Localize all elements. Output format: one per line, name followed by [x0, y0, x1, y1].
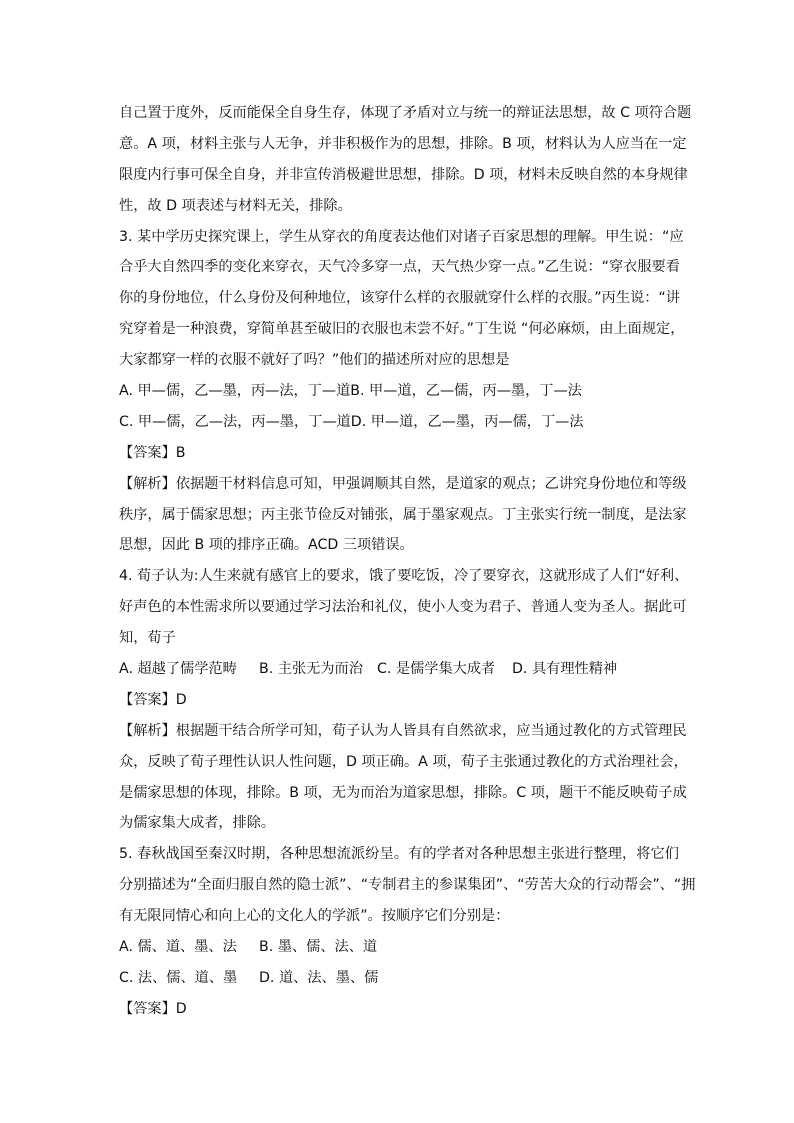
question-stem-line: 有无限同情心和向上心的文化人的学派”。按顺序它们分别是：	[119, 908, 510, 925]
question-stem-line: 好声色的本性需求所以要通过学习法治和礼仪，使小人变为君子、普通人变为圣人。据此可	[119, 599, 687, 616]
option-c: C. 法、儒、道、墨	[119, 969, 238, 986]
analysis-line: 秩序，属于儒家思想；丙主张节俭反对铺张，属于墨家观点。丁主张实行统一制度，是法家	[119, 506, 687, 523]
options-row	[119, 932, 679, 963]
question-5	[119, 839, 696, 1024]
option-d: D. 甲—道，乙—墨，丙—儒，丁—法	[350, 413, 584, 430]
analysis-line: 思想，因此 B 项的排序正确。ACD 三项错误。	[119, 537, 414, 554]
answer: 【答案】D	[119, 691, 187, 708]
analysis-text: 依据题干材料信息可知，甲强调顺其自然，是道家的观点；乙讲究身份地位和等级	[175, 475, 687, 492]
answer: 【答案】B	[119, 444, 186, 461]
options-row	[119, 376, 679, 407]
question-stem-line: 你的身份地位，什么身份及何种地位，该穿什么样的衣服就穿什么样的衣服。”丙生说：“讲	[119, 290, 680, 307]
question-stem-line: 5. 春秋战国至秦汉时期，各种思想流派纷呈。有的学者对各种思想主张进行整理，将它们	[119, 846, 679, 863]
option-d: D. 具有理性精神	[512, 661, 618, 678]
option-c: C. 甲—儒，乙—法，丙—墨，丁—道	[119, 413, 351, 430]
analysis-line: 众，反映了荀子理性认识人性问题，D 项正确。A 项，荀子主张通过教化的方式治理社会，	[119, 753, 688, 770]
q2-analysis-tail	[119, 98, 692, 222]
page-content	[119, 98, 696, 1025]
question-stem-line: 3. 某中学历史探究课上，学生从穿衣的角度表达他们对诸子百家思想的理解。甲生说：“应	[119, 228, 684, 245]
option-d: D. 道、法、墨、儒	[259, 969, 379, 986]
analysis-line: 是儒家思想的体现，排除。B 项，无为而治为道家思想，排除。C 项，题干不能反映荀子成	[119, 784, 687, 801]
options-row	[119, 654, 679, 685]
question-stem-line: 大家都穿一样的衣服不就好了吗？”他们的描述所对应的思想是	[119, 352, 510, 369]
options-row	[119, 407, 679, 438]
option-a: A. 甲—儒，乙—墨，丙—法，丁—道	[119, 383, 351, 400]
analysis-line	[119, 716, 687, 747]
option-a: A. 超越了儒学范畴	[119, 661, 237, 678]
analysis-label: 【解析】	[119, 475, 176, 492]
option-b: B. 墨、儒、法、道	[259, 939, 378, 956]
text-line: 自己置于度外，反而能保全自身生存，体现了矛盾对立与统一的辩证法思想，故 C 项符合题	[119, 105, 692, 121]
question-4	[119, 561, 689, 839]
analysis-text: 根据题干结合所学可知，荀子认为人皆具有自然欲求，应当通过教化的方式管理民	[175, 722, 687, 739]
question-stem-line: 究穿着是一种浪费，穿简单甚至破旧的衣服也未尝不好。”丁生说 “何必麻烦，由上面规定，	[119, 321, 685, 338]
question-3	[119, 222, 687, 562]
text-line: 意。A 项，材料主张与人无争，并非积极作为的思想，排除。B 项，材料认为人应当在一定	[119, 135, 687, 152]
analysis-line	[119, 469, 687, 500]
analysis-label: 【解析】	[119, 722, 176, 739]
option-a: A. 儒、道、墨、法	[119, 939, 237, 956]
text-line: 限度内行事可保全自身，并非宣传消极避世思想，排除。D 项，材料未反映自然的本身规律	[119, 166, 688, 183]
option-b: B. 甲—道，乙—儒，丙—墨，丁—法	[350, 383, 582, 400]
question-stem-line: 合乎大自然四季的变化来穿衣，天气冷多穿一点，天气热少穿一点。”乙生说：“穿衣服要看	[119, 259, 680, 276]
answer: 【答案】D	[119, 1000, 187, 1017]
text-line: 性，故 D 项表述与材料无关，排除。	[119, 197, 352, 214]
question-stem-line: 分别描述为“全面归服自然的隐士派”、“专制君主的参谋集团”、“劳苦大众的行动帮会”、“拥	[119, 877, 696, 894]
question-stem-line: 知，荀子	[119, 630, 176, 647]
analysis-line: 为儒家集大成者，排除。	[119, 815, 276, 832]
option-c: C. 是儒学集大成者	[377, 661, 496, 678]
question-stem-line: 4. 荀子认为:人生来就有感官上的要求，饿了要吃饭，冷了要穿衣，这就形成了人们“好利、	[119, 568, 689, 585]
options-row	[119, 963, 679, 994]
option-b: B. 主张无为而治	[259, 661, 363, 678]
